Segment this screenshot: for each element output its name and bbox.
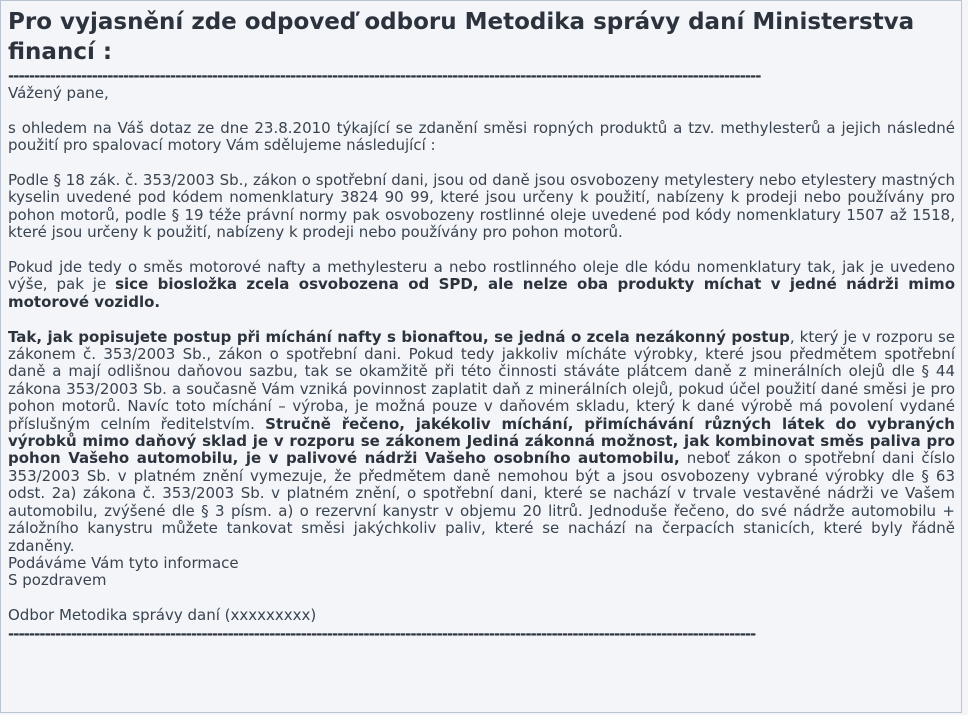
mix-paragraph <box>8 259 955 311</box>
separator-bottom: ----------------------------------------------------------------------------------------------------------------------------------------------- <box>8 624 756 643</box>
separator-top: ------------------------------------------------------------------------------------------------------------------------------------------------ <box>8 67 761 85</box>
main-text-1: , který je v rozporu se zákonem č. 353/2003 Sb., zákon o spotřební dani. Pokud tedy jakkoliv mícháte výrobky, které jsou předmětem spotřební daně a mají odlišnou daňovou sazbu, tak se okamžitě při této činnosti stáváte plátcem daně z minerálních olejů dle § 44 zákona 353/2003 Sb. a současně Vám vzniká povinnost zaplatit daň z minerálních olejů, pokud účel použití dané směsi je pro pohon motorů. Navíc toto míchání – výroba, je možná pouze v daňovém skladu, který k dané výrobě má povolení vydané příslušným celním ředitelstvím. <box>8 327 955 433</box>
salutation: Vážený pane, <box>8 84 109 102</box>
post-title: Pro vyjasnění zde odpoveď odboru Metodika správy daní Ministerstva financí : <box>8 9 915 65</box>
main-paragraph <box>8 329 955 555</box>
closing-line: S pozdravem <box>8 571 107 590</box>
mix-paragraph-text: Pokud jde tedy o směs motorové nafty a methylesteru a nebo rostlinného oleje dle kódu nomenklatury tak, jak je uvedeno výše, pak je <box>8 258 955 294</box>
main-text-2: neboť zákon o spotřební dani číslo 353/2003 Sb. v platném znění vymezuje, že předmětem daně nemohou být a jsou osvobozeny vybrané výrobky dle § 63 odst. 2a) zákona č. 353/2003 Sb. v platném znění, o spotřební dani, které se nachází v trvale vestavěné nádrži ve Vašem automobilu, zvýšené dle § 3 písm. a) o rezervní kanystr v objemu 20 litrů. Jednoduše řečeno, do své nádrže automobilu + záložního kanystru můžete tankovat směsi jakýchkoliv paliv, které se nachází na čerpacích stanicích, které byly řádně zdaněny. <box>8 449 955 555</box>
main-bold-2: Stručně řečeno, jakékoliv míchání, přimíchávání různých látek do vybraných výrobků mimo daňový sklad je v rozporu se zákonem Jediná zákonná možnost, jak kombinovat směs paliva pro pohon Vašeho automobilu, je v palivové nádrži Vašeho osobního automobilu, <box>8 414 955 468</box>
mix-paragraph-bold: sice biosložka zcela osvobozena od SPD, ale nelze oba produkty míchat v jedné nádrži mimo motorové vozidlo. <box>8 275 955 311</box>
intro-paragraph: s ohledem na Váš dotaz ze dne 23.8.2010 týkající se zdanění směsi ropných produktů a tzv. methylesterů a jejich následné použití pro spalovací motory Vám sdělujeme následující : <box>8 118 955 155</box>
letter-body <box>8 85 957 625</box>
main-bold-1: Tak, jak popisujete postup při míchání nafty s bionaftou, se jedná o zcela nezákonný postup <box>8 327 790 346</box>
info-line: Podáváme Vám tyto informace <box>8 553 239 572</box>
law-paragraph: Podle § 18 zák. č. 353/2003 Sb., zákon o spotřební dani, jsou od daně jsou osvobozeny metylestery nebo etylestery mastných kyselin uvedené pod kódem nomenklatury 3824 90 99, které jsou určeny k použití, nabízeny k prodeji nebo používány pro pohon motorů, podle § 19 téže právní normy pak osvobozeny rostlinné oleje uvedené pod kódy nomenklatury 1507 až 1518, které jsou určeny k použití, nabízeny k prodeji nebo používány pro pohon motorů. <box>8 171 955 242</box>
signature: Odbor Metodika správy daní (xxxxxxxxx) <box>8 606 317 625</box>
